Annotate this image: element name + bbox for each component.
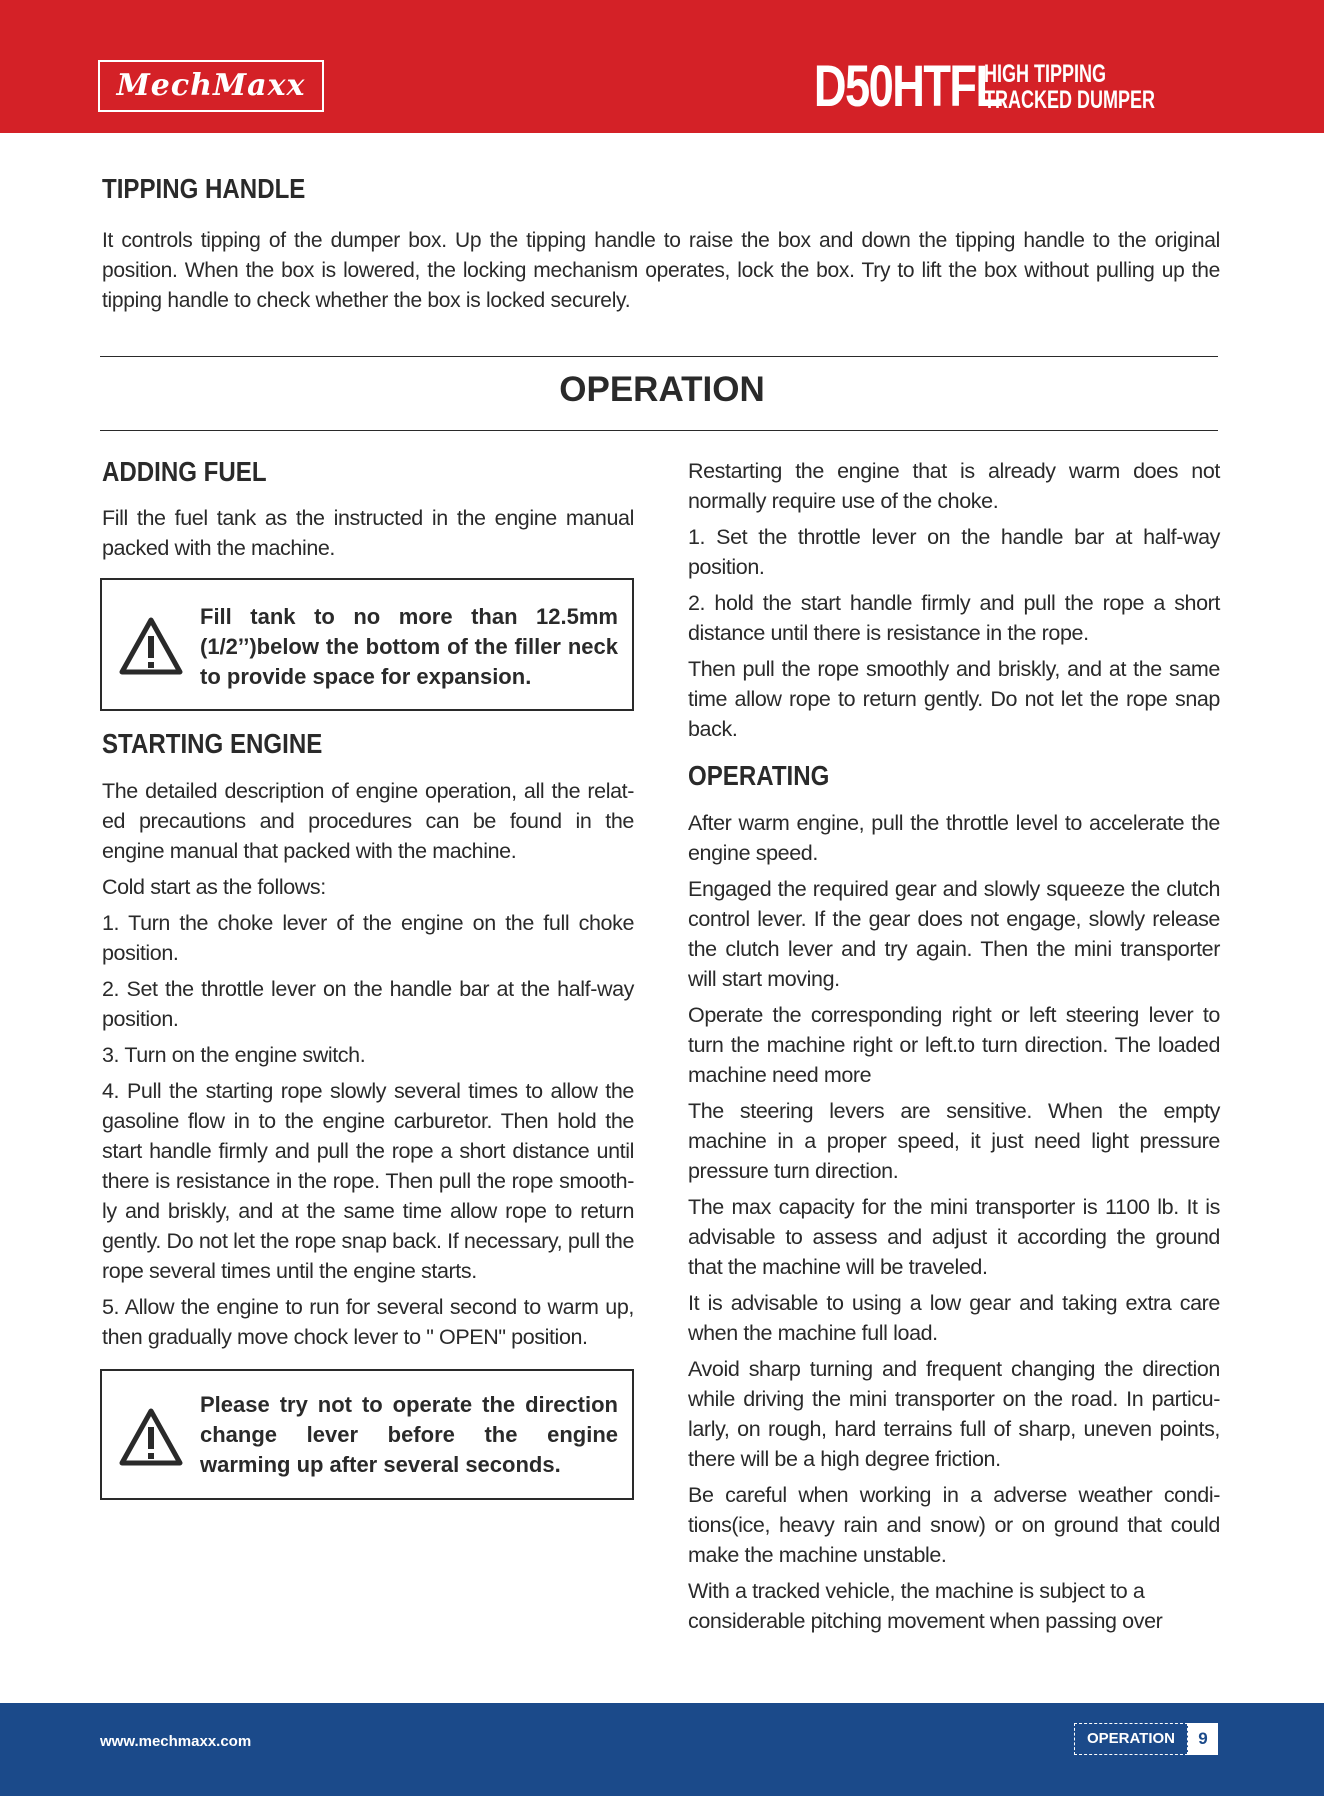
model-description (984, 61, 1157, 113)
starting-engine-para: The detailed description of engine operation, all the relat-ed precautions and procedures can be found in the engine manual that packed with the machine. (102, 779, 634, 863)
starting-engine-para: 4. Pull the starting rope slowly several times to allow the gasoline flow in to the engine carburetor. Then hold the start handle firmly and pull the rope a short distance until there is resistance in the rope. Then pull the rope smooth-ly and briskly, and at the same time allow rope to return gently. Do not let the rope snap back. If necessary, pull the rope several times until the engine starts. (102, 1079, 634, 1283)
model-title (761, 55, 1224, 119)
warning-triangle-icon (118, 1407, 184, 1467)
operating-body (688, 808, 1220, 1642)
adding-fuel-text: Fill the fuel tank as the instructed in the engine manual packed with the machine. (102, 506, 634, 560)
restart-para: Then pull the rope smoothly and briskly, and at the same time allow rope to return gently. Do not let the rope snap back. (688, 657, 1220, 741)
page-footer (0, 1703, 1324, 1796)
starting-engine-para: 3. Turn on the engine switch. (102, 1043, 366, 1067)
adding-fuel-heading: ADDING FUEL (102, 456, 267, 487)
operating-para: Be careful when working in a adverse weather condi-tions(ice, heavy rain and snow) or on ground that could make the machine unstable. (688, 1483, 1220, 1567)
operating-para: It is advisable to using a low gear and taking extra care when the machine full load. (688, 1291, 1220, 1345)
restart-para: Restarting the engine that is already warm does not normally require use of the choke. (688, 459, 1220, 513)
engine-warning-box (100, 1369, 634, 1500)
operating-para: After warm engine, pull the throttle level to accelerate the engine speed. (688, 811, 1220, 865)
restart-para: 2. hold the start handle firmly and pull the rope a short distance until there is resistance in the rope. (688, 591, 1220, 645)
starting-engine-para: 2. Set the throttle lever on the handle bar at the half-way position. (102, 977, 634, 1031)
bottom-divider (100, 430, 1218, 431)
operating-para: Operate the corresponding right or left steering lever to turn the machine right or left.to turn direction. The loaded machine need more (688, 1003, 1220, 1087)
operating-para: The max capacity for the mini transporter is 1100 lb. It is advisable to assess and adjust it according the ground that the machine will be traveled. (688, 1195, 1220, 1279)
warning-triangle-icon (118, 616, 184, 676)
brand-logo: MechMaxx (98, 60, 324, 112)
model-desc-line1: HIGH TIPPING (984, 60, 1107, 88)
page-header (0, 0, 1324, 133)
page-number: 9 (1188, 1723, 1218, 1755)
starting-engine-para: Cold start as the follows: (102, 875, 326, 899)
starting-engine-para: 5. Allow the engine to run for several second to warm up, then gradually move chock lever to " OPEN" position. (102, 1295, 634, 1349)
starting-engine-body (102, 776, 634, 1358)
operating-para: With a tracked vehicle, the machine is subject to a considerable pitching movement when passing over (688, 1579, 1163, 1633)
model-desc-line2: TRACKED DUMPER (984, 86, 1155, 114)
operation-heading: OPERATION (559, 370, 765, 409)
tipping-handle-heading: TIPPING HANDLE (102, 173, 306, 204)
operating-para: The steering levers are sensitive. When the empty machine in a proper speed, it just need light pressure pressure turn direction. (688, 1099, 1220, 1183)
starting-engine-para: 1. Turn the choke lever of the engine on the full choke position. (102, 911, 634, 965)
website-link[interactable]: www.mechmaxx.com (100, 1733, 252, 1750)
footer-section-label: OPERATION (1074, 1723, 1188, 1755)
top-divider (100, 356, 1218, 357)
restart-body (688, 456, 1220, 750)
operating-para: Avoid sharp turning and frequent changing the direction while driving the mini transporter on the road. In particu-larly, on rough, hard terrains full of sharp, uneven points, there will be a high degree friction. (688, 1357, 1220, 1471)
operating-para: Engaged the required gear and slowly squeeze the clutch control lever. If the gear does not engage, slowly release the clutch lever and try again. Then the mini transporter will start moving. (688, 877, 1220, 991)
model-code: D50HTFL (814, 54, 1002, 119)
starting-engine-heading: STARTING ENGINE (102, 728, 323, 759)
fuel-warning-text: Fill tank to no more than 12.5mm (1/2’’)below the bottom of the filler neck to provide space for expansion. (200, 604, 618, 689)
restart-para: 1. Set the throttle lever on the handle bar at half-way position. (688, 525, 1220, 579)
operating-heading: OPERATING (688, 760, 830, 791)
tipping-handle-text: It controls tipping of the dumper box. Up the tipping handle to raise the box and down the tipping handle to the original position. When the box is lowered, the locking mechanism operates, lock the box. Try to lift the box without pulling up the tipping handle to check whether the box is locked securely. (102, 229, 1220, 312)
fuel-warning-box (100, 578, 634, 711)
engine-warning-text: Please try not to operate the direction change lever before the engine warming up after several seconds. (200, 1392, 618, 1477)
footer-section-tag (1074, 1723, 1218, 1755)
